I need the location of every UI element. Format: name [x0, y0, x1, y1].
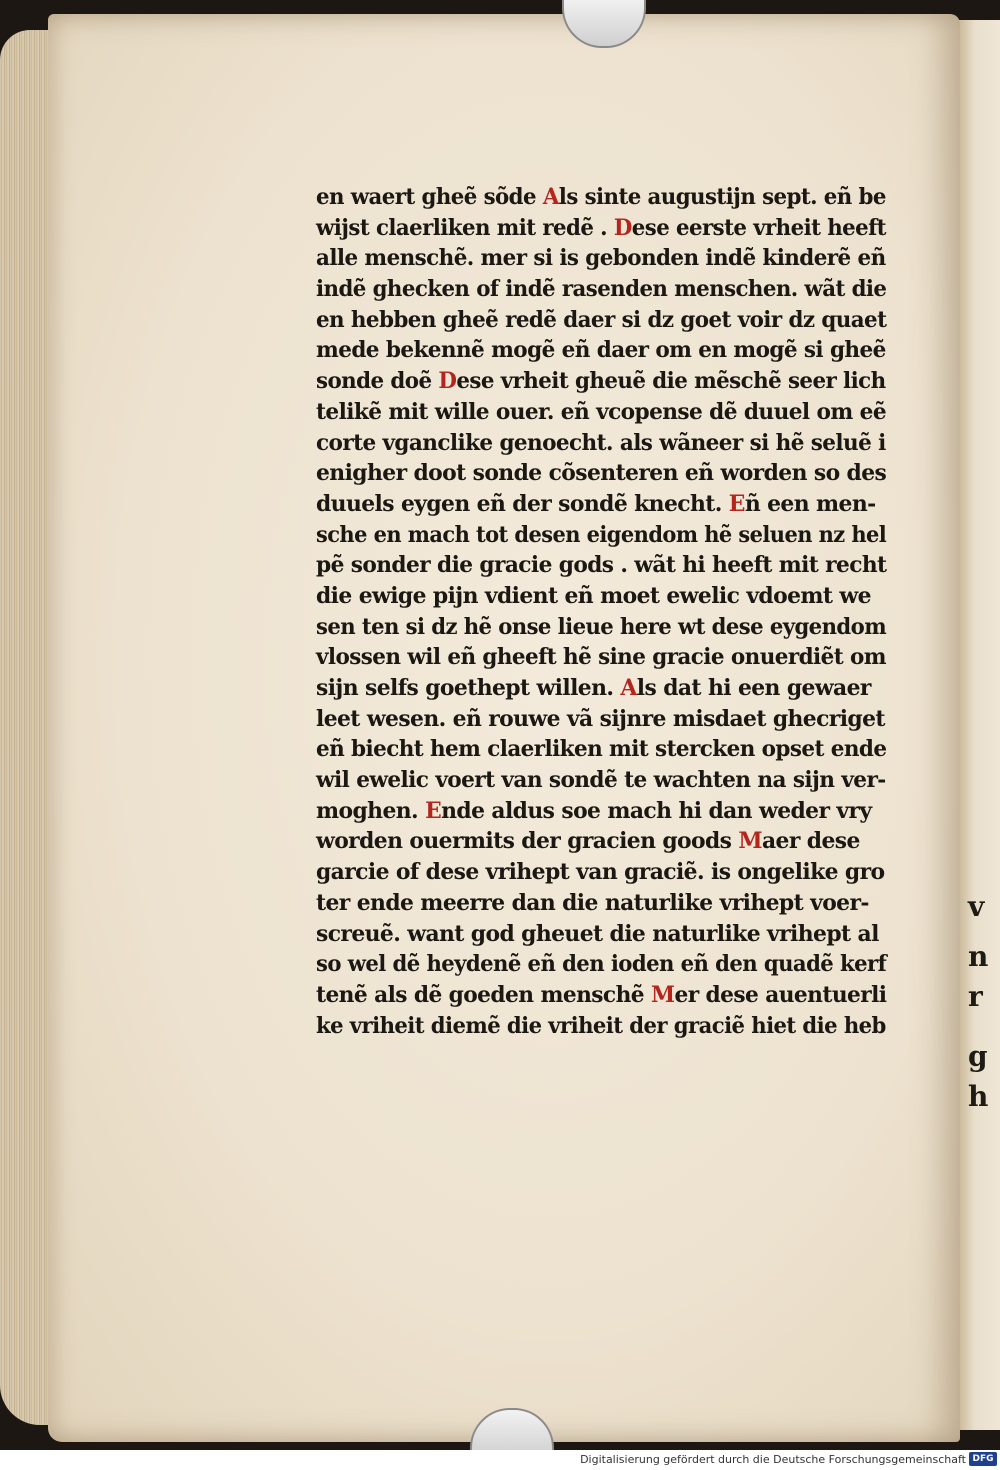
text-line [316, 489, 886, 520]
text-line [316, 550, 887, 581]
text-line [316, 305, 887, 336]
text-line [316, 642, 886, 673]
text-block [316, 182, 890, 1041]
line-text: ls dat hi een gewaer [636, 675, 871, 701]
line-text: en hebben gheẽ redẽ daer si dz goet voir dz quaet [316, 306, 887, 333]
text-line [316, 980, 887, 1011]
text-line [316, 274, 887, 305]
footer [0, 1450, 1000, 1470]
text-line [316, 734, 887, 765]
line-text: ese vrheit gheuẽ die mẽschẽ seer lich [456, 368, 886, 395]
text-line [316, 857, 886, 888]
line-text: nde aldus soe mach hi dan weder vry [441, 797, 872, 824]
text-line [316, 428, 886, 459]
facing-page-fragment: h [968, 1080, 989, 1113]
dfg-logo: DFG [969, 1452, 997, 1466]
line-text: ter ende meerre dan die naturlike vrihept voer- [316, 889, 869, 916]
text-line [316, 1011, 886, 1042]
line-text: vlossen wil eñ gheeft hẽ sine gracie onuerdiẽt om [316, 644, 886, 671]
line-text: worden ouermits der gracien goods [316, 828, 739, 855]
line-text: wil ewelic voert van sondẽ te wachten na sijn ver- [316, 767, 886, 794]
rubric-initial: E [728, 490, 745, 517]
text-line [316, 243, 886, 274]
line-text: sijn selfs goethept willen. [316, 675, 621, 701]
text-line [316, 520, 887, 551]
rubric-initial: D [613, 214, 632, 241]
facing-page-edge [958, 20, 1000, 1430]
line-text: telikẽ mit wille ouer. eñ vcopense dẽ duuel om eẽ [316, 398, 887, 425]
line-text: screuẽ. want god gheuet die naturlike vrihept al [316, 920, 879, 947]
line-text: leet wesen. eñ rouwe vã sijnre misdaet ghecriget [316, 705, 885, 732]
rubric-initial: M [738, 828, 762, 855]
rubric-initial: D [438, 368, 457, 395]
line-text: tenẽ als dẽ goeden menschẽ [316, 981, 651, 1008]
line-text: indẽ ghecken of indẽ rasenden menschen. wãt die [316, 276, 887, 303]
text-line [316, 673, 886, 704]
rubric-initial: A [620, 675, 637, 701]
line-text: corte vganclike genoecht. als wãneer si hẽ seluẽ i [316, 429, 886, 456]
line-text: wijst claerliken mit redẽ . [316, 214, 614, 241]
text-line [316, 397, 887, 428]
line-text: ñ een men- [744, 490, 876, 517]
text-line [316, 919, 886, 950]
line-text: duuels eygen eñ der sondẽ knecht. [316, 490, 729, 517]
text-line [316, 458, 886, 489]
line-text: moghen. [316, 797, 426, 824]
facing-page-fragment: g [968, 1040, 988, 1073]
text-line [316, 182, 886, 213]
text-line [316, 612, 887, 643]
text-line [316, 796, 886, 827]
line-text: die ewige pijn vdient eñ moet ewelic vdoemt we [316, 582, 871, 609]
text-line [316, 581, 886, 612]
text-line [316, 335, 886, 366]
text-line [316, 213, 886, 244]
line-text: garcie of dese vrihept van graciẽ. is ongelike gro [316, 859, 885, 886]
footer-credit: Digitalisierung gefördert durch die Deutsche Forschungsgemeinschaft [580, 1453, 966, 1466]
text-line [316, 704, 886, 735]
text-line [316, 888, 886, 919]
text-line [316, 826, 886, 857]
rubric-initial: E [425, 797, 442, 824]
line-text: pẽ sonder die gracie gods . wãt hi heeft mit recht [316, 552, 887, 579]
line-text: eñ biecht hem claerliken mit stercken opset ende [316, 736, 887, 763]
line-text: sen ten si dz hẽ onse lieue here wt dese eygendom [316, 613, 887, 640]
line-text: so wel dẽ heydenẽ eñ den ioden eñ den quadẽ kerf [316, 951, 887, 978]
line-text: sonde doẽ [316, 368, 439, 395]
text-line [316, 949, 887, 980]
facing-page-fragment: r [968, 980, 983, 1013]
rubric-initial: A [542, 184, 559, 210]
line-text: er dese auentuerli [674, 981, 887, 1008]
line-text: ese eerste vrheit heeft [631, 214, 886, 241]
facing-page-fragment: n [968, 940, 989, 973]
line-text: enigher doot sonde cõsenteren eñ worden so des [316, 460, 887, 487]
line-text: aer dese [761, 828, 860, 855]
text-line [316, 765, 886, 796]
line-text: ke vriheit diemẽ die vriheit der graciẽ hiet die heb [316, 1012, 886, 1039]
line-text: mede bekennẽ mogẽ eñ daer om en mogẽ si gheẽ [316, 337, 886, 364]
facing-page-fragment: v [968, 890, 985, 923]
text-line [316, 366, 886, 397]
line-text: en waert gheẽ sõde [316, 184, 543, 210]
rubric-initial: M [650, 981, 675, 1008]
line-text: ls sinte augustijn sept. eñ be [558, 184, 886, 210]
line-text: sche en mach tot desen eigendom hẽ seluen nz hel [316, 521, 887, 548]
line-text: alle menschẽ. mer si is gebonden indẽ kinderẽ eñ [316, 245, 886, 272]
